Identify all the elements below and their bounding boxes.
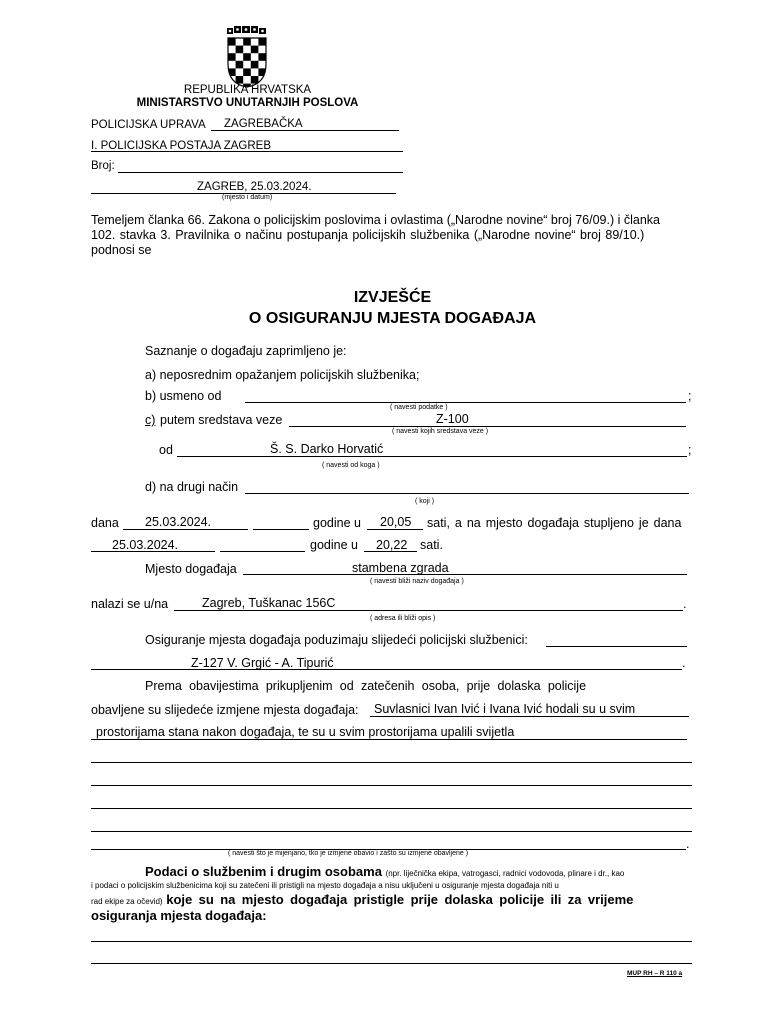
address-hint: ( adresa ili bliži opis ) bbox=[370, 615, 436, 622]
changes-line-3-value: prostorijama stana nakon događaja, te su u svim prostorijama upalili svijetla bbox=[96, 725, 515, 739]
changes-hint: ( navesti što je mijenjano, tko je izmjene obavio i zašto su izmjene obavljene ) bbox=[228, 850, 469, 857]
changes-line-2-label: obavljene su slijedeće izmjene mjesta događaja: bbox=[91, 703, 359, 717]
uprava-value: ZAGREBAČKA bbox=[224, 118, 303, 130]
od-label: od bbox=[159, 443, 173, 457]
broj-label: Broj: bbox=[91, 160, 115, 172]
podaci-small-3: rad ekipe za očevid) bbox=[91, 897, 163, 906]
officers-value: Z-127 V. Grgić - A. Tipurić bbox=[191, 656, 334, 670]
intro-line-1: Temeljem članka 66. Zakona o policijskim poslovima i ovlastima („Narodne novine“ broj 76/09.) i članka bbox=[91, 213, 661, 227]
od-hint: ( navesti od koga ) bbox=[322, 462, 380, 469]
godine-u-2: godine u bbox=[310, 538, 358, 552]
place-date: ZAGREB, 25.03.2024. bbox=[197, 181, 312, 193]
address-value: Zagreb, Tuškanac 156C bbox=[202, 596, 336, 610]
option-c-value: Z-100 bbox=[436, 412, 469, 426]
document-title: IZVJEŠĆE bbox=[353, 289, 432, 306]
country-name: REPUBLIKA HRVATSKA bbox=[183, 84, 312, 96]
nalazi-label: nalazi se u/na bbox=[91, 597, 169, 611]
mjesto-value: stambena zgrada bbox=[352, 561, 449, 575]
option-c-hint: ( navesti kojih sredstava veze ) bbox=[392, 428, 489, 435]
od-value: Š. S. Darko Horvatić bbox=[270, 442, 384, 456]
postaja-value: I. POLICIJSKA POSTAJA ZAGREB bbox=[91, 140, 272, 152]
changes-line-1: Prema obavijestima prikupljenim od zatečenih osoba, prije dolaska policije bbox=[145, 679, 587, 693]
option-c-prefix: c) bbox=[145, 413, 156, 427]
godine-u-1: godine u bbox=[313, 516, 361, 530]
dana-label: dana bbox=[91, 516, 119, 530]
saznanje-label: Saznanje o događaju zaprimljeno je: bbox=[145, 344, 347, 358]
mjesto-hint: ( navesti bliži naziv događaja ) bbox=[370, 578, 464, 585]
intro-line-2: 102. stavka 3. Pravilnika o načinu postupanja policijskih službenika („Narodne novine“ broj 89/10.) bbox=[91, 228, 645, 242]
changes-line-2-value: Suvlasnici Ivan Ivić i Ivana Ivić hodali su u svim bbox=[374, 702, 636, 716]
podaci-bold-3: osiguranja mjesta događaja: bbox=[91, 908, 267, 923]
ministry-name: MINISTARSTVO UNUTARNJIH POSLOVA bbox=[136, 97, 359, 109]
option-b-label: b) usmeno od bbox=[145, 389, 222, 403]
intro-line-3: podnosi se bbox=[91, 243, 152, 257]
form-code: MUP RH – R 110 a bbox=[627, 970, 683, 977]
mjesto-label: Mjesto događaja bbox=[145, 562, 237, 576]
place-date-hint: (mjesto i datum) bbox=[222, 194, 273, 201]
officers-label: Osiguranje mjesta događaja poduzimaju slijedeći policijski službenici: bbox=[145, 633, 528, 647]
podaci-bold-1: Podaci o službenim i drugim osobama bbox=[145, 864, 382, 879]
date-1: 25.03.2024. bbox=[145, 515, 212, 529]
time-2: 20,22 bbox=[376, 538, 408, 552]
uprava-label: POLICIJSKA UPRAVA bbox=[91, 119, 206, 131]
sati-label: sati. bbox=[420, 538, 443, 552]
option-b-hint: ( navesti podatke ) bbox=[390, 404, 448, 411]
podaci-small-1: (npr. liječnička ekipa, vatrogasci, radnici vodovoda, plinare i dr., kao bbox=[385, 869, 625, 878]
podaci-bold-2: koje su na mjesto događaja pristigle prije dolaska policije ili za vrijeme bbox=[166, 892, 634, 907]
document-subtitle: O OSIGURANJU MJESTA DOGAĐAJA bbox=[248, 310, 537, 327]
time-1: 20,05 bbox=[380, 515, 412, 529]
option-d-label: d) na drugi način bbox=[145, 480, 239, 494]
option-a: a) neposrednim opažanjem policijskih službenika; bbox=[145, 368, 420, 382]
option-d-hint: ( koji ) bbox=[415, 498, 435, 505]
podaci-small-2: i podaci o policijskim službenicima koji su zatečeni ili pristigli na mjesto događaja a nisu uključeni u osiguranje mjesta događaja niti u bbox=[91, 881, 559, 890]
croatian-coat-of-arms-icon bbox=[224, 26, 270, 88]
times-mid-text: sati, a na mjesto događaja stupljeno je dana bbox=[427, 516, 682, 530]
option-c-label: putem sredstava veze bbox=[160, 413, 283, 427]
date-2: 25.03.2024. bbox=[112, 538, 179, 552]
